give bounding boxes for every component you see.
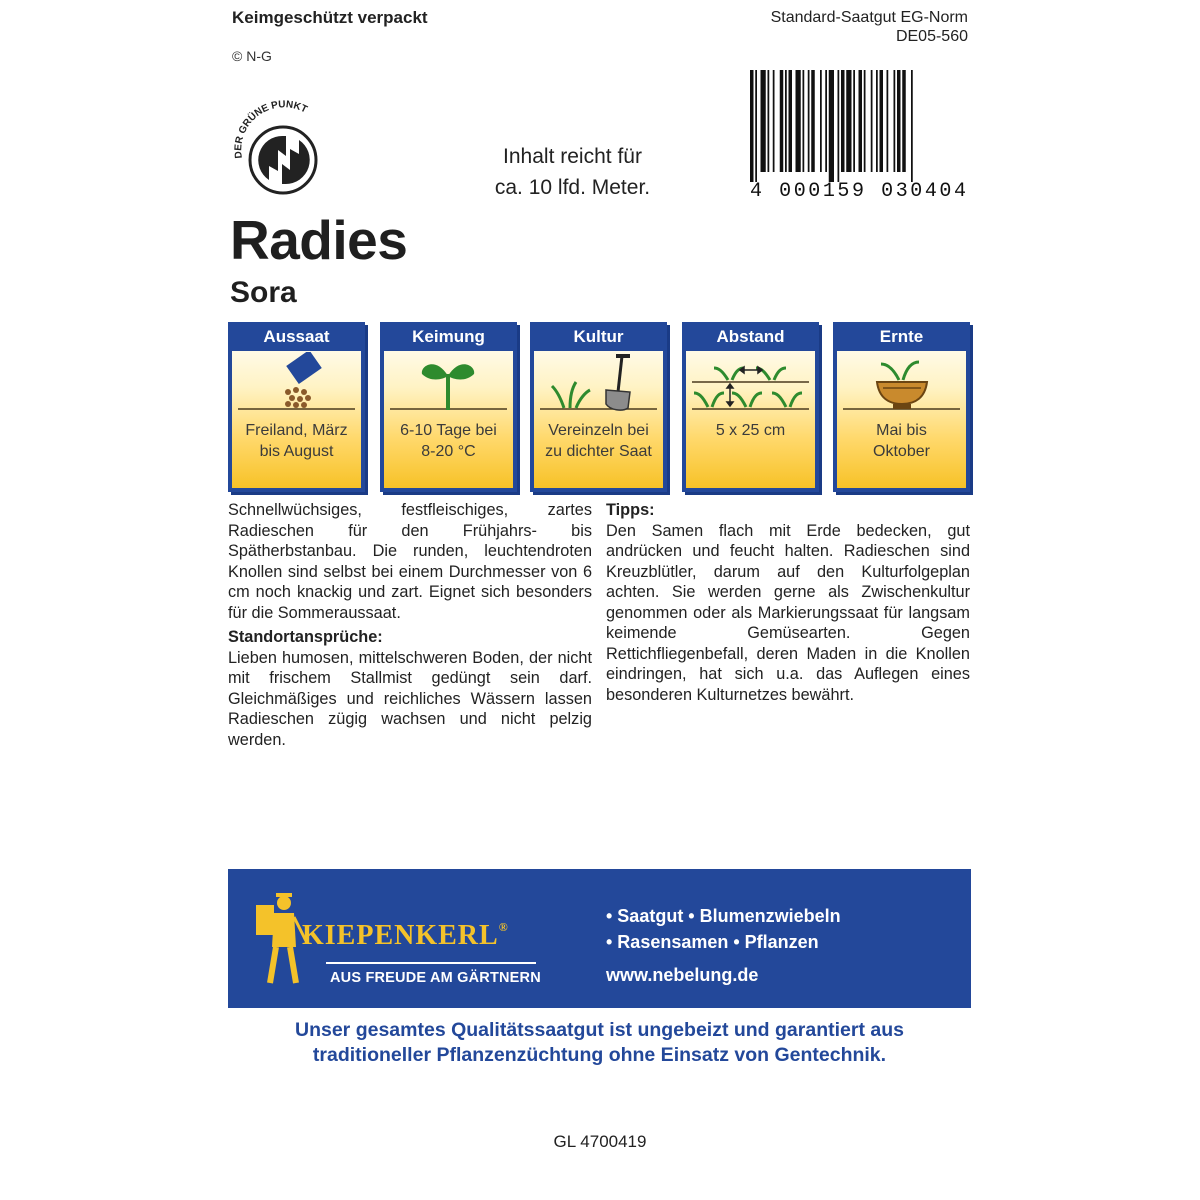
barcode-bar — [894, 70, 896, 172]
barcode-bar — [785, 70, 787, 172]
barcode-bar — [853, 70, 855, 172]
spacing-icon — [686, 352, 815, 414]
barcode-bar — [796, 70, 801, 172]
barcode-bar — [811, 70, 815, 172]
product-variety: Sora — [230, 276, 297, 309]
barcode-bar — [876, 70, 878, 172]
gruener-punkt-icon — [228, 92, 338, 202]
seed-standard-norm: Standard-Saatgut EG-Norm — [770, 9, 968, 26]
svg-text:DER GRÜNE PUNKT: DER GRÜNE PUNKT — [233, 99, 309, 159]
tips-column — [606, 500, 970, 705]
barcode-bar — [841, 70, 845, 172]
panel-kultur — [530, 322, 667, 492]
kiepenkerl-mascot-icon — [248, 891, 308, 991]
panel-value: Vereinzeln bei zu dichter Saat — [545, 422, 652, 460]
barcode-bars — [750, 70, 913, 182]
panel-value: Freiland, März bis August — [245, 422, 348, 460]
barcode-bar — [838, 70, 840, 182]
panel-value: 6-10 Tage bei 8-20 °C — [400, 422, 497, 460]
barcode-bar — [880, 70, 884, 172]
panel-keimung — [380, 322, 517, 492]
barcode-bar — [768, 70, 770, 172]
product-categories — [606, 903, 841, 955]
contents-line-1: Inhalt reicht für — [503, 145, 642, 168]
barcode-bar — [871, 70, 873, 172]
panel-value: Mai bis Oktober — [873, 422, 930, 460]
panel-title: Ernte — [836, 325, 967, 351]
packaging-note: Keimgeschützt verpackt — [232, 8, 428, 27]
quality-line-1: Unser gesamtes Qualitätssaatgut ist ungebeizt und garantiert aus — [295, 1019, 904, 1041]
barcode-bar — [803, 70, 805, 172]
location-text: Lieben humosen, mittelschweren Boden, der nicht mit frischem Stallmist gedüngt sein darf. Gleichmäßiges und reichliches Wässern lassen Radieschen zügig wachsen und nicht pelzig werden. — [228, 648, 592, 749]
panel-title: Keimung — [383, 325, 514, 351]
seed-standard-label — [771, 8, 968, 46]
contents-line-2: ca. 10 lfd. Meter. — [494, 176, 651, 199]
contents-info — [440, 141, 705, 203]
product-description: Schnellwüchsiges, festfleischiges, zartes Radieschen für den Frühjahrs- bis Spätherbstanbau. Die runden, leuchtendroten Knollen sind selbst bei einem Durchmesser von 6 cm noch knackig und zart. Eignet sich besonders für die Sommeraussaat. — [228, 501, 592, 622]
brand-name: KIEPENKERL® — [302, 920, 509, 951]
quality-statement — [228, 1018, 971, 1068]
seed-standard-code: DE05-560 — [895, 28, 968, 45]
barcode-bar — [897, 70, 901, 172]
barcode-bar — [859, 70, 863, 172]
brand-divider — [326, 962, 536, 964]
barcode-bar — [846, 70, 851, 172]
barcode-bar — [789, 70, 793, 172]
article-code: GL 4700419 — [553, 1132, 647, 1151]
product-title: Radies — [230, 209, 408, 271]
category-line-2: • Rasensamen • Pflanzen — [606, 932, 819, 952]
panel-title: Abstand — [685, 325, 816, 351]
barcode-bar — [820, 70, 822, 172]
harvest-bowl-icon — [837, 352, 966, 414]
seed-packet-icon — [232, 352, 361, 414]
barcode-digits: 4 000159 030404 — [750, 180, 966, 200]
panel-abstand — [682, 322, 819, 492]
brand-tagline: AUS FREUDE AM GÄRTNERN — [330, 970, 541, 986]
tips-heading: Tipps: — [606, 501, 655, 519]
barcode-bar — [902, 70, 906, 172]
location-heading: Standortansprüche: — [228, 628, 383, 646]
copyright-note: © N-G — [232, 48, 272, 64]
barcode-bar — [761, 70, 766, 172]
barcode-bar — [808, 70, 810, 172]
barcode — [748, 70, 970, 200]
panel-ernte — [833, 322, 970, 492]
website-link[interactable]: www.nebelung.de — [606, 965, 759, 985]
brand-banner — [228, 869, 971, 1008]
seedling-icon — [384, 352, 513, 414]
barcode-bar — [773, 70, 775, 172]
spade-icon — [534, 352, 663, 414]
barcode-bar — [887, 70, 889, 172]
panel-value: 5 x 25 cm — [715, 422, 786, 439]
panel-title: Kultur — [533, 325, 664, 351]
description-column — [228, 500, 592, 750]
barcode-bar — [755, 70, 757, 182]
barcode-bar — [825, 70, 827, 172]
category-line-1: • Saatgut • Blumenzwiebeln — [606, 906, 841, 926]
barcode-bar — [864, 70, 866, 172]
tips-text: Den Samen flach mit Erde bedecken, gut andrücken und feucht halten. Radieschen sind Kreuzblütler, darum auf den Kulturfolgeplan achten. Sie werden gerne als Zwischenkultur genommen oder als Markierungssaat für langsam keimende Gemüsearten. Gegen Rettichfliegenbefall, deren Maden in die Knollen eindringen, hat sich u.a. das Auflegen eines besonderen Kulturnetzes bewährt. — [606, 521, 970, 704]
quality-line-2: traditioneller Pflanzenzüchtung ohne Einsatz von Gentechnik. — [312, 1044, 887, 1066]
barcode-bar — [911, 70, 913, 182]
barcode-bar — [780, 70, 784, 172]
panel-title: Aussaat — [231, 325, 362, 351]
barcode-bar — [750, 70, 754, 182]
panel-aussaat — [228, 322, 365, 492]
barcode-bar — [829, 70, 834, 182]
